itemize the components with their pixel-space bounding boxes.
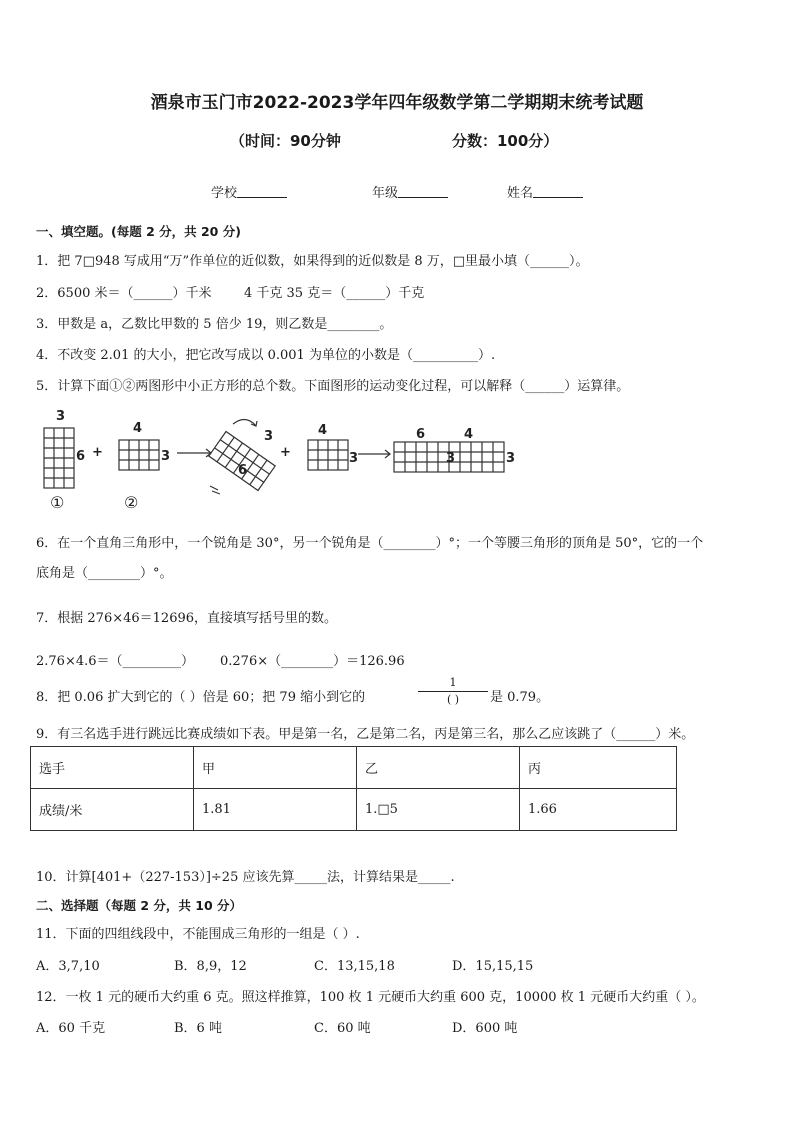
q12-option-c[interactable]: C．60 吨: [314, 1021, 371, 1036]
table-cell: 1.81: [194, 789, 357, 831]
question-8-fraction: [418, 676, 488, 706]
question-3: 3．甲数是 a，乙数比甲数的 5 倍少 19，则乙数是________。: [36, 317, 393, 332]
table-header-cell: 选手: [31, 747, 194, 789]
grade-field: [372, 182, 448, 201]
exam-time: （时间：90分钟: [230, 132, 341, 150]
grade-label: 年级: [372, 186, 399, 201]
question-5: 5．计算下面①②两图形中小正方形的总个数。下面图形的运动变化过程，可以解释（______）运算律。: [36, 379, 630, 394]
q12-option-b[interactable]: B．6 吨: [174, 1021, 222, 1036]
label-figure-2: ②: [124, 493, 139, 512]
question-8b: 是 0.79。: [490, 690, 550, 705]
label-3-rotated: 3: [264, 429, 274, 444]
name-label: 姓名: [507, 186, 534, 201]
grid-4: [308, 440, 348, 470]
page-title: 酒泉市玉门市2022-2023学年四年级数学第二学期期末统考试题: [150, 93, 644, 113]
label-3-combined-end: 3: [506, 451, 516, 466]
table-header-cell: 乙: [357, 747, 520, 789]
plus-sign-1: +: [92, 445, 103, 460]
name-field: [507, 182, 583, 201]
school-label: 学校: [211, 186, 238, 201]
motion-marks: [210, 486, 220, 494]
table-row: [31, 747, 677, 789]
fraction-bar: [418, 691, 488, 692]
q12-option-a[interactable]: A．60 千克: [36, 1021, 106, 1036]
table-header-cell: 甲: [194, 747, 357, 789]
label-3-top: 3: [56, 409, 66, 424]
q11-option-b[interactable]: B．8,9，12: [174, 959, 247, 974]
question-2a: 2．6500 米＝（______）千米: [36, 286, 212, 301]
grid-2: [119, 440, 159, 470]
label-6-side: 6: [76, 449, 86, 464]
school-field: [211, 182, 287, 201]
table-cell: 成绩/米: [31, 789, 194, 831]
question-7b: 0.276×（________）＝126.96: [220, 654, 405, 669]
table-header-cell: 丙: [520, 747, 677, 789]
label-4-combined: 4: [464, 427, 474, 442]
question-11: 11．下面的四组线段中，不能围成三角形的一组是（ ）.: [36, 927, 360, 942]
question-5-figure: [30, 404, 520, 516]
label-4-second: 4: [318, 423, 328, 438]
table-cell: 1.□5: [357, 789, 520, 831]
question-1: 1．把 7□948 写成用“万”作单位的近似数，如果得到的近似数是 8 万，□里最小填（______）。: [36, 254, 589, 269]
fraction-numerator: 1: [449, 676, 457, 689]
table-cell: 1.66: [520, 789, 677, 831]
section2-heading: 二、选择题（每题 2 分，共 10 分）: [36, 898, 243, 913]
score-table: [30, 746, 677, 831]
grid-1: [44, 428, 74, 488]
question-6-line1: 6．在一个直角三角形中，一个锐角是 30°，另一个锐角是（________）°；一个等腰三角形的顶角是 50°，它的一个: [36, 536, 704, 551]
label-4-top: 4: [133, 421, 143, 436]
label-3-side: 3: [161, 449, 171, 464]
section1-heading: 一、填空题。(每题 2 分，共 20 分): [36, 224, 241, 239]
label-figure-1: ①: [50, 493, 65, 512]
exam-score: 分数：100分）: [452, 132, 559, 150]
q11-option-d[interactable]: D．15,15,15: [452, 959, 534, 974]
question-10: 10．计算[401+（227-153）]÷25 应该先算_____法，计算结果是_____.: [36, 870, 455, 885]
fraction-denominator: ( ): [446, 693, 460, 706]
question-12: 12．一枚 1 元的硬币大约重 6 克。照这样推算，100 枚 1 元硬币大约重 600 克，10000 枚 1 元硬币大约重（ ）。: [36, 990, 705, 1005]
question-6-line2: 底角是（________）°。: [36, 566, 173, 581]
table-row: [31, 789, 677, 831]
name-blank[interactable]: [533, 185, 583, 198]
q12-option-d[interactable]: D．600 吨: [452, 1021, 518, 1036]
question-7a: 2.76×4.6＝（_________）: [36, 654, 195, 669]
label-3-combined-mid: 3: [446, 451, 456, 466]
question-9: 9．有三名选手进行跳远比赛成绩如下表。甲是第一名，乙是第二名，丙是第三名，那么乙应该跳了（______）米。: [36, 727, 695, 742]
label-6-combined: 6: [416, 427, 426, 442]
label-3-second: 3: [349, 451, 359, 466]
question-2b: 4 千克 35 克＝（______）千克: [244, 286, 425, 301]
question-4: 4．不改变 2.01 的大小，把它改写成以 0.001 为单位的小数是（__________）.: [36, 348, 496, 363]
question-8a: 8．把 0.06 扩大到它的（ ）倍是 60；把 79 缩小到它的: [36, 690, 366, 705]
grade-blank[interactable]: [398, 185, 448, 198]
school-blank[interactable]: [237, 185, 287, 198]
q11-option-c[interactable]: C．13,15,18: [314, 959, 395, 974]
plus-sign-2: +: [280, 445, 291, 460]
q11-option-a[interactable]: A．3,7,10: [36, 959, 100, 974]
question-7: 7．根据 276×46＝12696，直接填写括号里的数。: [36, 611, 338, 626]
label-6-rotated: 6: [238, 463, 248, 478]
